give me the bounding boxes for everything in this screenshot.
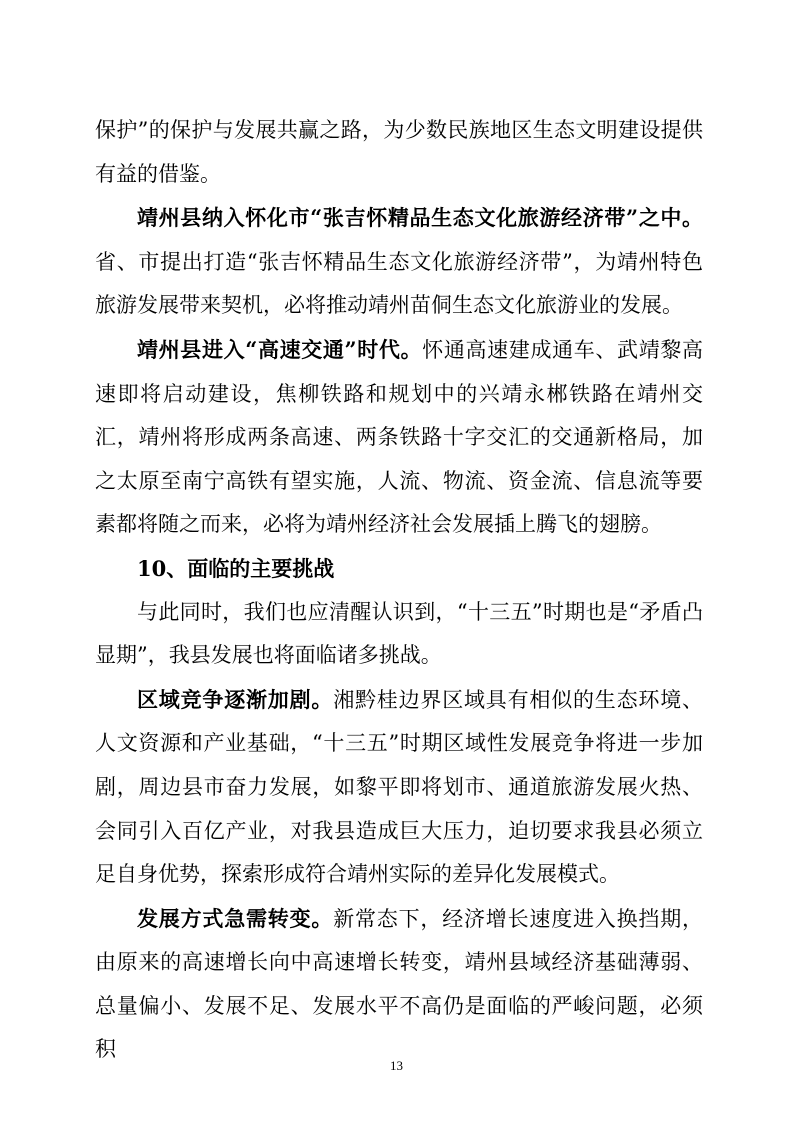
paragraph-regional-competition	[95, 678, 703, 897]
paragraph-development-mode	[95, 897, 703, 1072]
paragraph-lead: 区域竞争逐渐加剧。	[137, 686, 334, 712]
paragraph-intro-challenges	[95, 591, 703, 678]
paragraph-zhangjihuai-belt	[95, 196, 703, 328]
paragraph-text: 湘黔桂边界区域具有相似的生态环境、人文资源和产业基础，“十三五”时期区域性发展竞争将进一步加剧，周边县市奋力发展，如黎平即将划市、通道旅游发展火热、会同引入百亿产业，对我县造成巨大压力，迫切要求我县必须立足自身优势，探索形成符合靖州实际的差异化发展模式。	[95, 687, 704, 887]
paragraph-lead: 靖州县纳入怀化市“张吉怀精品生态文化旅游经济带”之中。	[137, 205, 703, 231]
paragraph-text: 新常态下，经济增长速度进入换挡期，由原来的高速增长向中高速增长转变，靖州县域经济基础薄弱、总量偏小、发展不足、发展水平不高仍是面临的严峻问题，必须积	[95, 906, 704, 1062]
paragraph-highway-era	[95, 328, 703, 547]
paragraph-text: 怀通高速建成通车、武靖黎高速即将启动建设，焦柳铁路和规划中的兴靖永郴铁路在靖州交汇，靖州将形成两条高速、两条铁路十字交汇的交通新格局，加之太原至南宁高铁有望实施，人流、物流、资金流、信息流等要素都将随之而来，必将为靖州经济社会发展插上腾飞的翅膀。	[95, 337, 703, 537]
page-number: 13	[390, 1058, 403, 1073]
document-body	[95, 109, 703, 1072]
paragraph-continuation	[95, 109, 703, 196]
paragraph-text: 省、市提出打造“张吉怀精品生态文化旅游经济带”，为靖州特色旅游发展带来契机，必将推动靖州苗侗生态文化旅游业的发展。	[95, 249, 703, 318]
paragraph-text: 与此同时，我们也应清醒认识到，“十三五”时期也是“矛盾凸显期”，我县发展也将面临诸多挑战。	[95, 599, 703, 668]
paragraph-lead: 靖州县进入“高速交通”时代。	[137, 336, 423, 362]
section-heading: 10、面临的主要挑战	[137, 555, 335, 581]
paragraph-text: 保护”的保护与发展共赢之路，为少数民族地区生态文明建设提供有益的借鉴。	[95, 118, 703, 186]
paragraph-lead: 发展方式急需转变。	[137, 905, 334, 931]
